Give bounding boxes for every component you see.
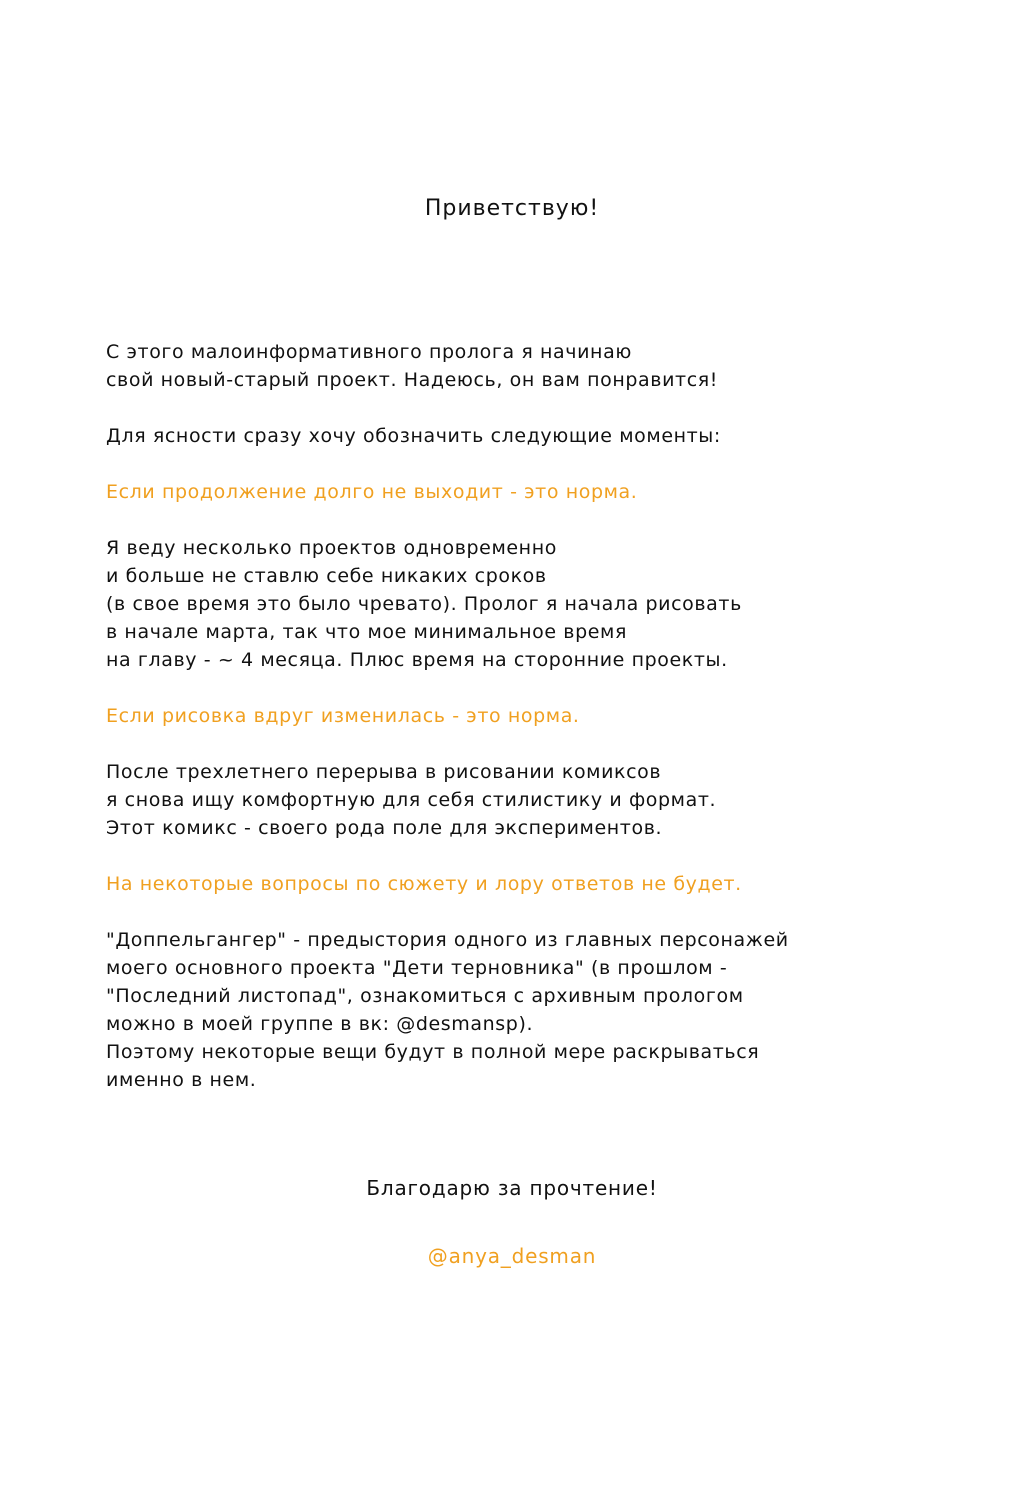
point1-heading-text: Если продолжение долго не выходит - это норма. xyxy=(106,481,638,503)
author-handle: @anya_desman xyxy=(427,1244,597,1268)
intro-line: С этого малоинформативного пролога я начинаю xyxy=(106,341,632,363)
point1-line: в начале марта, так что мое минимальное время xyxy=(106,621,627,643)
intro-line: свой новый-старый проект. Надеюсь, он вам понравится! xyxy=(106,369,718,391)
point1-line: (в свое время это было чревато). Пролог я начала рисовать xyxy=(106,593,742,615)
point3-line: Поэтому некоторые вещи будут в полной мере раскрываться xyxy=(106,1041,760,1063)
point2-line: Этот комикс - своего рода поле для экспериментов. xyxy=(106,817,663,839)
point3-line: "Последний листопад", ознакомиться с архивным прологом xyxy=(106,985,744,1007)
point2-paragraph xyxy=(106,758,986,842)
point2-heading xyxy=(106,702,986,730)
thanks-text: Благодарю за прочтение! xyxy=(366,1176,658,1200)
point3-heading-text: На некоторые вопросы по сюжету и лору ответов не будет. xyxy=(106,873,742,895)
point1-line: и больше не ставлю себе никаких сроков xyxy=(106,565,547,587)
point3-line: моего основного проекта "Дети терновника" (в прошлом - xyxy=(106,957,728,979)
clarity-paragraph xyxy=(106,422,986,450)
point1-line: Я веду несколько проектов одновременно xyxy=(106,537,557,559)
point2-line: После трехлетнего перерыва в рисовании комиксов xyxy=(106,761,662,783)
point1-paragraph xyxy=(106,534,986,674)
point3-paragraph xyxy=(106,926,986,1094)
point3-line: "Доппельгангер" - предыстория одного из главных персонажей xyxy=(106,929,789,951)
point3-line: можно в моей группе в вк: @desmansp). xyxy=(106,1013,534,1035)
greeting-heading: Приветствую! xyxy=(424,196,600,221)
point3-heading xyxy=(106,870,986,898)
point2-line: я снова ищу комфортную для себя стилистику и формат. xyxy=(106,789,717,811)
clarity-line: Для ясности сразу хочу обозначить следующие моменты: xyxy=(106,425,721,447)
point1-heading xyxy=(106,478,986,506)
point3-line: именно в нем. xyxy=(106,1069,257,1091)
intro-paragraph xyxy=(106,338,986,394)
point2-heading-text: Если рисовка вдруг изменилась - это норма. xyxy=(106,705,580,727)
point1-line: на главу - ~ 4 месяца. Плюс время на сторонние проекты. xyxy=(106,649,728,671)
